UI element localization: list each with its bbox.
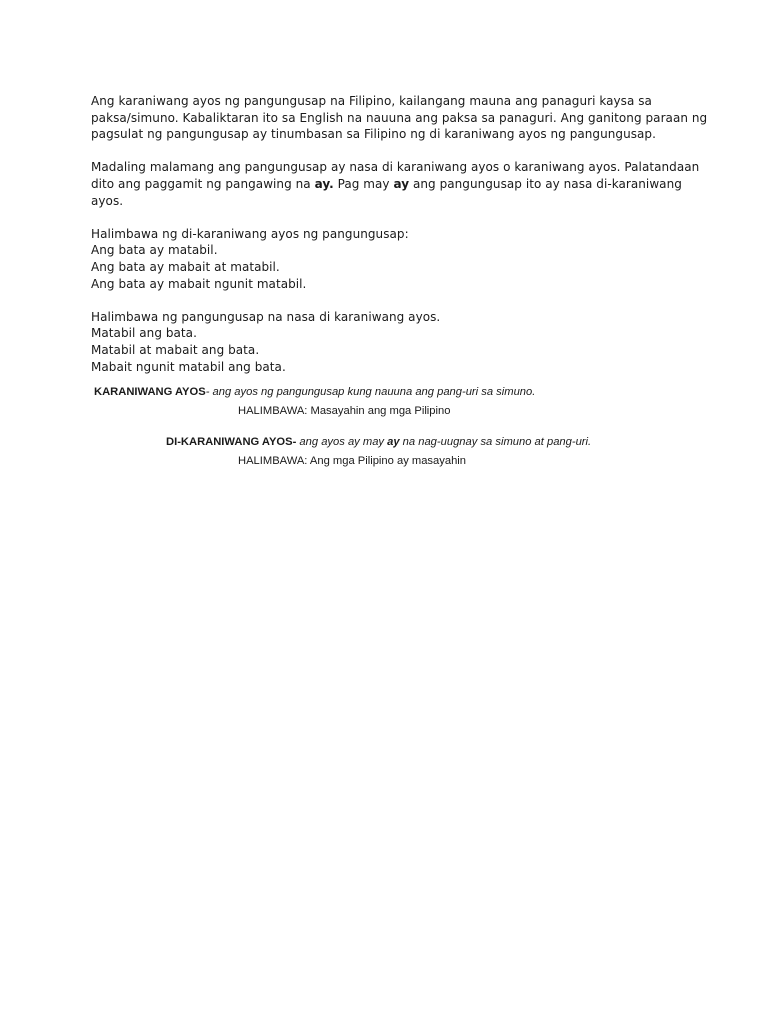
- marker-line-2-middle: Pag may: [333, 176, 394, 191]
- karaniwang-definition-text: - ang ayos ng pangungusap kung nauuna ang pang-uri sa simuno.: [205, 386, 536, 398]
- marker-line-3: ayos.: [91, 193, 124, 208]
- di-karaniwang-definition-text-start: ang ayos ay may: [296, 436, 388, 448]
- intro-line-2: paksa/simuno. Kabaliktaran ito sa English na nauuna ang paksa sa panaguri. Ang ganitong paraan ng: [91, 110, 708, 125]
- marker-line-2: [91, 176, 691, 193]
- di-karaniwang-examples: [91, 226, 691, 292]
- example-sentence: Ang bata ay mabait at matabil.: [91, 259, 280, 274]
- marker-line-2-start: dito ang paggamit ng pangawing na: [91, 176, 315, 191]
- ay-emphasis-3: ay: [387, 436, 400, 448]
- karaniwang-definition: [94, 385, 535, 399]
- intro-line-3: pagsulat ng pangungusap ay tinumbasan sa Filipino ng di karaniwang ayos ng pangungusap.: [91, 127, 656, 142]
- example-sentence: Ang bata ay mabait ngunit matabil.: [91, 276, 307, 291]
- di-karaniwang-example: HALIMBAWA: Ang mga Pilipino ay masayahin: [238, 455, 466, 467]
- marker-line-2-end: ang pangungusap ito ay nasa di-karaniwang: [409, 176, 682, 191]
- karaniwang-example: HALIMBAWA: Masayahin ang mga Pilipino: [238, 405, 451, 417]
- example-sentence: Ang bata ay matabil.: [91, 243, 218, 258]
- ay-emphasis-1: ay.: [314, 176, 334, 191]
- di-karaniwang-definition: [166, 435, 591, 449]
- example-sentence: Matabil ang bata.: [91, 326, 197, 341]
- karaniwang-term: KARANIWANG AYOS: [94, 386, 206, 398]
- ay-emphasis-2: ay: [393, 176, 410, 191]
- di-karaniwang-examples-heading: Halimbawa ng di-karaniwang ayos ng pangungusap:: [91, 226, 409, 241]
- example-sentence: Matabil at mabait ang bata.: [91, 342, 260, 357]
- intro-line-1: Ang karaniwang ayos ng pangungusap na Filipino, kailangang mauna ang panaguri kaysa sa: [91, 94, 652, 108]
- karaniwang-examples-heading: Halimbawa ng pangungusap na nasa di karaniwang ayos.: [91, 309, 441, 324]
- karaniwang-examples: [91, 309, 691, 375]
- di-karaniwang-term: DI-KARANIWANG AYOS-: [166, 436, 297, 448]
- body-text: [91, 93, 708, 392]
- example-sentence: Mabait ngunit matabil ang bata.: [91, 359, 286, 374]
- marker-paragraph: [91, 159, 700, 209]
- marker-line-1: Madaling malamang ang pangungusap ay nasa di karaniwang ayos o karaniwang ayos. Palatandaan: [91, 160, 700, 175]
- intro-paragraph: [91, 93, 708, 143]
- di-karaniwang-definition-text-end: na nag-uugnay sa simuno at pang-uri.: [399, 436, 592, 448]
